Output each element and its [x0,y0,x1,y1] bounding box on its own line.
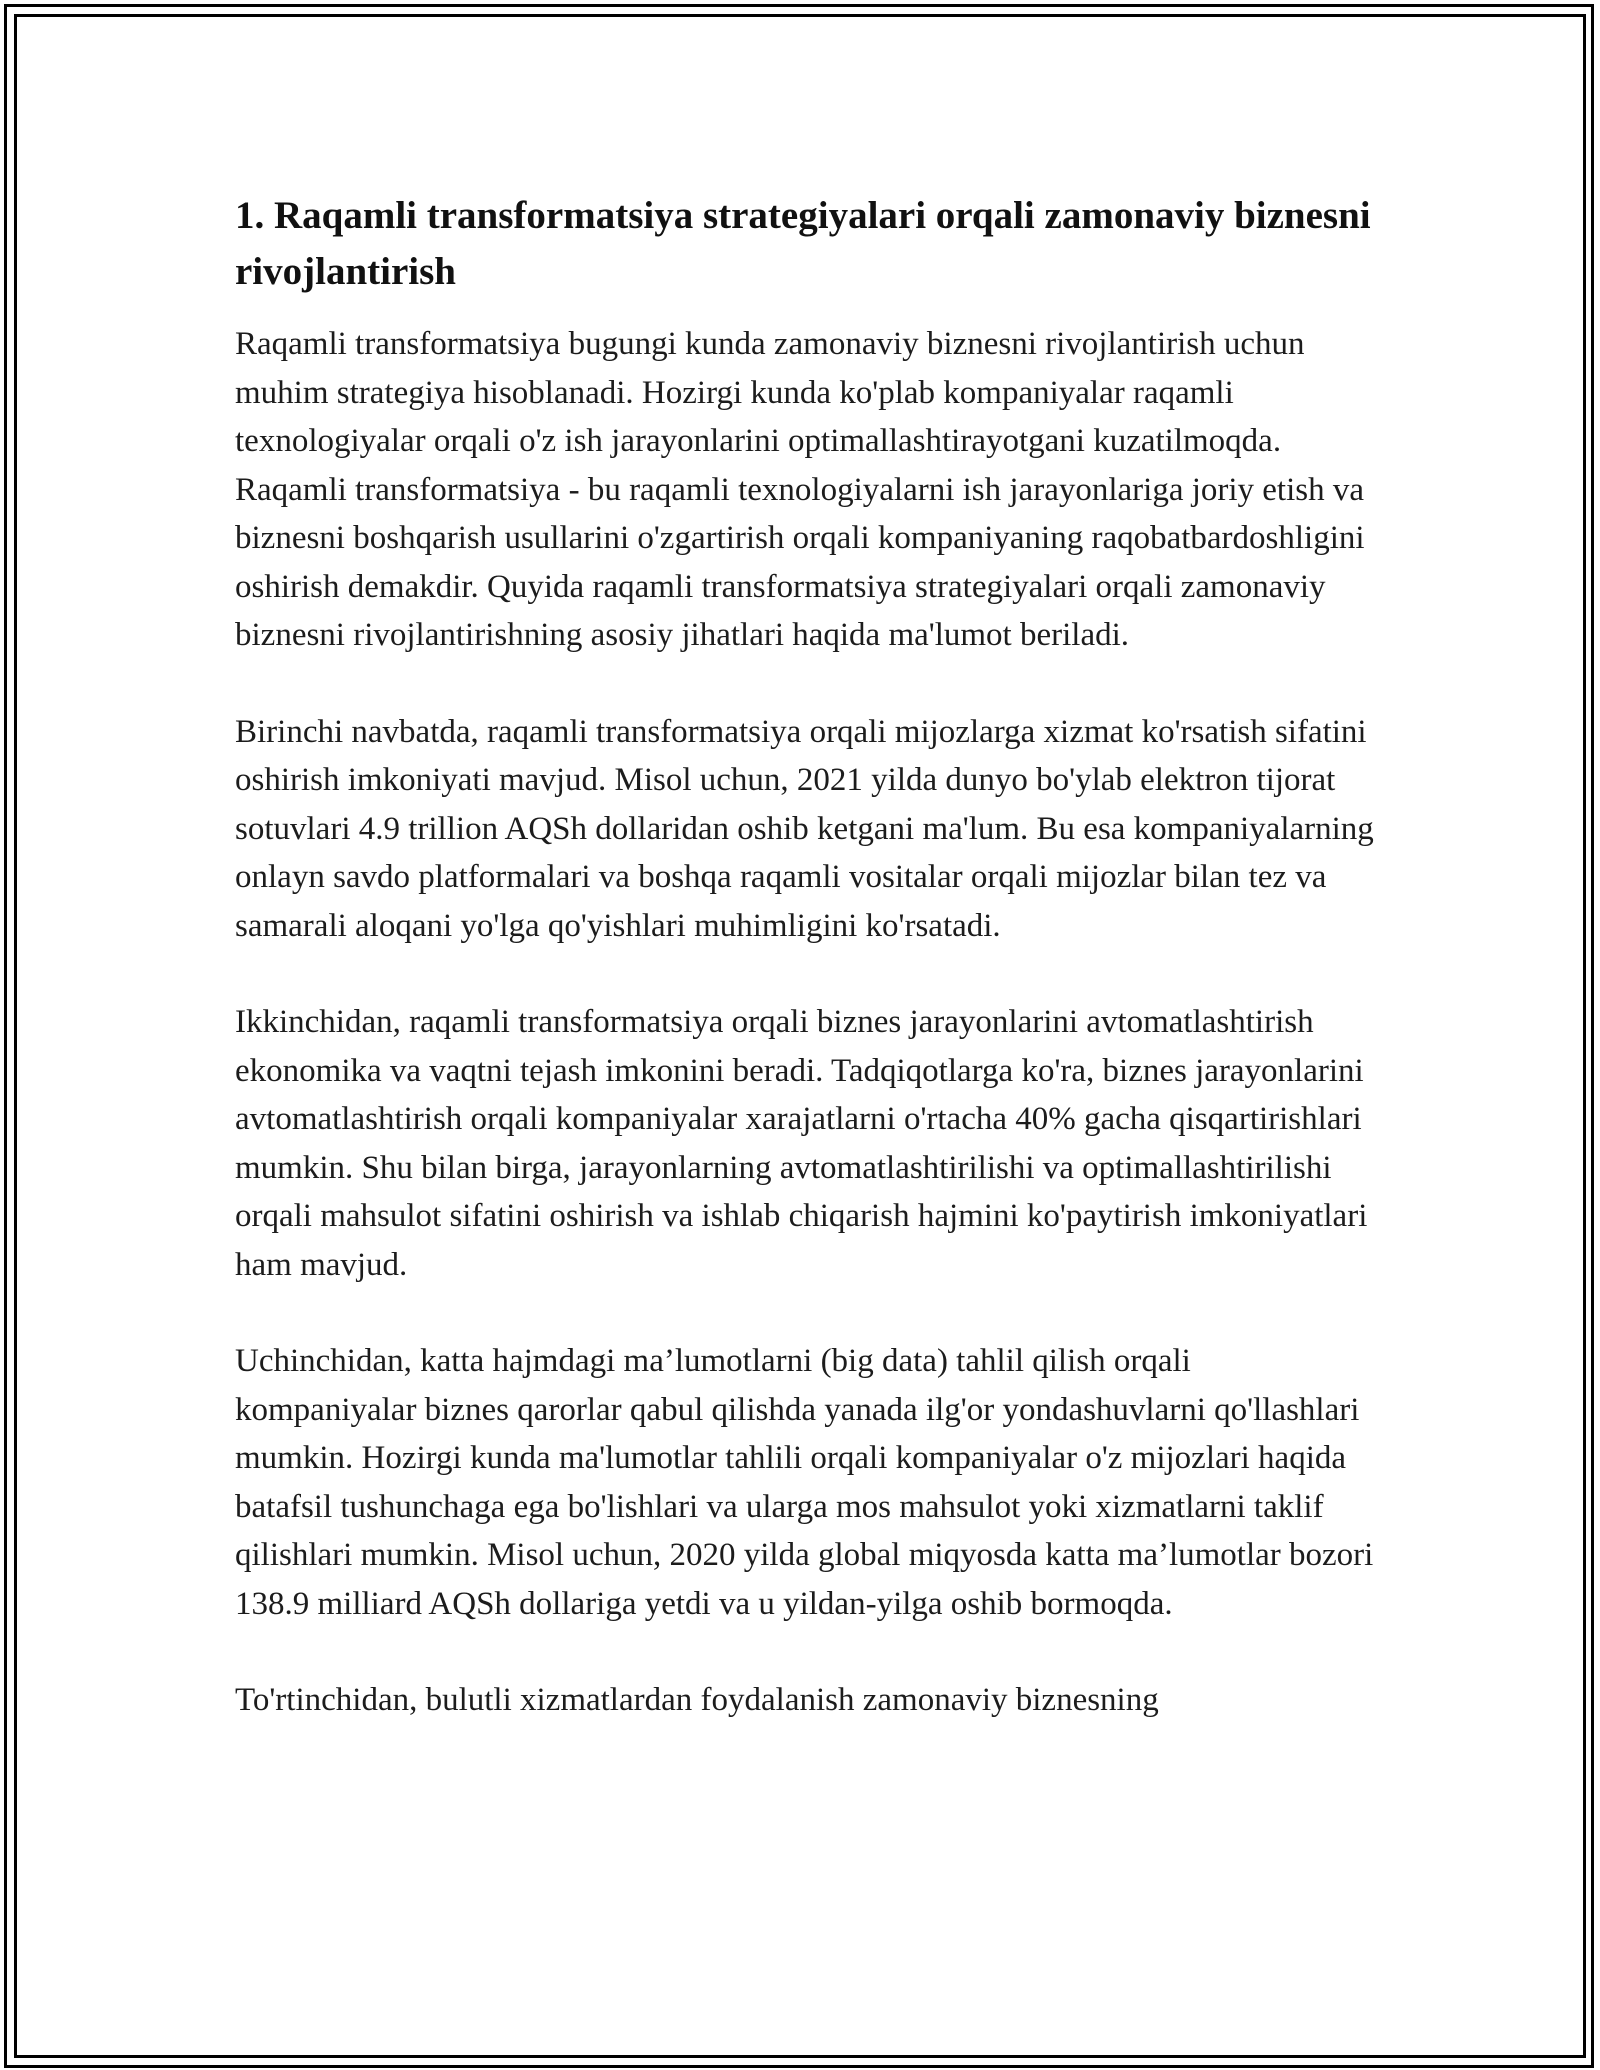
paragraph-third: Uchinchidan, katta hajmdagi ma’lumotlarni (big data) tahlil qilish orqali kompaniyalar biznes qarorlar qabul qilishda yanada ilg'or yondashuvlarni qo'llashlari mumkin. Hozirgi kunda ma'lumotlar tahlili orqali kompaniyalar o'z mijozlari haqida batafsil tushunchaga ega bo'lishlari va ularga mos mahsulot yoki xizmatlarni taklif qilishlari mumkin. Misol uchun, 2020 yilda global miqyosda katta ma’lumotlar bozori 138.9 milliard AQSh dollariga yetdi va u yildan-yilga oshib bormoqda. [235,1343,1374,1622]
paragraph-first: Birinchi navbatda, raqamli transformatsiya orqali mijozlarga xizmat ko'rsatish sifatini oshirish imkoniyati mavjud. Misol uchun, 2021 yilda dunyo bo'ylab elektron tijorat sotuvlari 4.9 trillion AQSh dollaridan oshib ketgani ma'lum. Bu esa kompaniyalarning onlayn savdo platformalari va boshqa raqamli vositalar orqali mijozlar bilan tez va samarali aloqani yo'lga qo'yishlari muhimligini ko'rsatadi. [235,713,1374,944]
section-heading: 1. Raqamli transformatsiya strategiyalari orqali zamonaviy biznesni rivojlantirish [235,194,1371,293]
document-body [235,188,1375,1773]
paragraph-second: Ikkinchidan, raqamli transformatsiya orqali biznes jarayonlarini avtomatlashtirish ekonomika va vaqtni tejash imkonini beradi. Tadqiqotlarga ko'ra, biznes jarayonlarini avtomatlashtirish orqali kompaniyalar xarajatlarni o'rtacha 40% gacha qisqartirishlari mumkin. Shu bilan birga, jarayonlarning avtomatlashtirilishi va optimallashtirilishi orqali mahsulot sifatini oshirish va ishlab chiqarish hajmini ko'paytirish imkoniyatlari ham mavjud. [235,1004,1368,1283]
paragraph-intro: Raqamli transformatsiya bugungi kunda zamonaviy biznesni rivojlantirish uchun muhim strategiya hisoblanadi. Hozirgi kunda ko'plab kompaniyalar raqamli texnologiyalar orqali o'z ish jarayonlarini optimallashtirayotgani kuzatilmoqda. Raqamli transformatsiya - bu raqamli texnologiyalarni ish jarayonlariga joriy etish va biznesni boshqarish usullarini o'zgartirish orqali kompaniyaning raqobatbardoshligini oshirish demakdir. Quyida raqamli transformatsiya strategiyalari orqali zamonaviy biznesni rivojlantirishning asosiy jihatlari haqida ma'lumot beriladi. [235,326,1365,653]
paragraph-fourth: To'rtinchidan, bulutli xizmatlardan foydalanish zamonaviy biznesning [235,1682,1159,1718]
